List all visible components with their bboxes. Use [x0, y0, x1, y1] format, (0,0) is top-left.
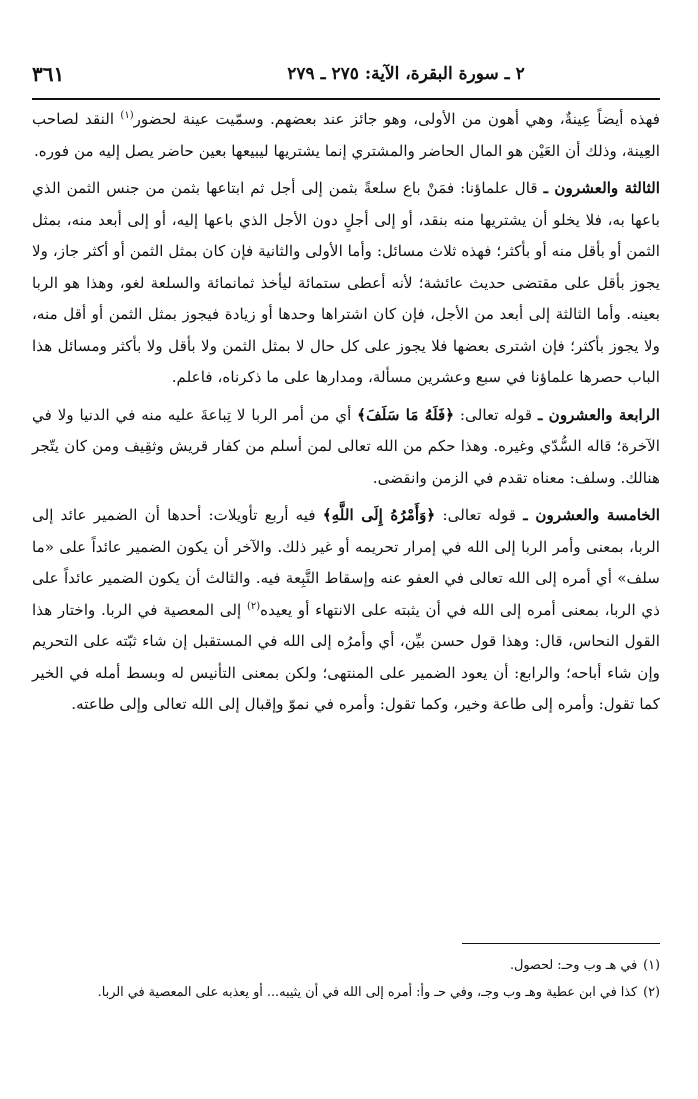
footnote-divider	[462, 943, 660, 944]
footnote-number: (٢)	[643, 985, 660, 1000]
paragraph-text: إلى المعصية في الربا. واختار هذا القول النحاس، قال: وهذا قول حسن بيِّن، أي وأمرُه إلى الله في المستقبل إن شاء ثبّته على التحريم وإن شاء أباحه؛ والرابع: أن يعود الضمير على المنتهى؛ ولكن بمعنى التأنيس له وبسط أمله في الخير كما تقول: وأمره إلى طاعة وخير، وكما تقول: وأمره في نموّ وإقبال إلى الله تعالى وإلى طاعته.	[32, 600, 660, 713]
main-text	[32, 104, 660, 727]
section-heading: الرابعة والعشرون ـ	[537, 405, 660, 424]
quran-verse: ﴿فَلَهُ مَا سَلَفَ﴾	[357, 405, 455, 424]
paragraph-3	[32, 400, 660, 495]
header-title: ٢ ـ سورة البقرة، الآية: ٢٧٥ ـ ٢٧٩	[287, 64, 525, 84]
footnotes	[32, 952, 660, 1006]
paragraph-1	[32, 104, 660, 167]
paragraph-2	[32, 173, 660, 394]
section-heading: الثالثة والعشرون ـ	[543, 179, 660, 197]
footnote-2	[32, 979, 660, 1006]
paragraph-text: قال علماؤنا: فمَنْ باع سلعةً بثمن إلى أجل ثم ابتاعها بثمن من جنس الثمن الذي باعها به، فلا يخلو أن يشتريها منه بنقد، أو إلى أجلٍ دون الأجل الذي باعها إليه، أو إلى أبعد منه، بمثل الثمن أو بأقل منه أو بأكثر؛ فهذه ثلاث مسائل: وأما الأولى والثانية فإن كان بمثل الثمن أو أكثر جاز، ولا يجوز بأقل على مقتضى حديث عائشة؛ لأنه أعطى ستمائة ليأخذ ثمانمائة والسلعة لغو، وهذا هو الربا بعينه. وأما الثالثة إلى أبعد من الأجل، فإن كان اشتراها وحدها أو زيادة فيجوز بمثل الثمن أو أقل منه، ولا يجوز بأكثر؛ فإن اشترى بعضها فلا يجوز على كل حال لا بمثل الثمن ولا بأقل ولا بأكثر ومسائل هذا الباب حصرها علماؤنا في سبع وعشرين مسألة، ومدارها على ما ذكرناه، فاعلم.	[32, 179, 660, 386]
footnote-text: في هـ وب وحـ: لحصول.	[509, 958, 638, 973]
footnote-1	[32, 952, 660, 979]
paragraph-text: فهذه أيضاً عِينةٌ، وهي أهون من الأولى، وهو جائز عند بعضهم. وسمّيت عينة لحضور	[133, 110, 661, 128]
quran-verse: ﴿وَأَمْرُهُ إِلَى اللَّهِ﴾	[322, 506, 436, 524]
paragraph-text: قوله تعالى:	[454, 405, 538, 424]
footnote-ref-1: (١)	[120, 109, 134, 121]
footnote-number: (١)	[643, 958, 660, 973]
paragraph-text: فيه أربع تأويلات: أحدها أن الضمير عائد إلى الربا، بمعنى وأمر الربا إلى الله في إمرار تحريمه أو غير ذلك. والآخر أن يكون الضمير عائداً على «ما سلف» أي أمره إلى الله تعالى في العفو عنه وإسقاط التَّبِعة فيه. والثالث أن يكون الضمير عائداً على ذي الربا، بمعنى أمره إلى الله في أن يثبته على الانتهاء أو يعيده	[32, 506, 660, 619]
paragraph-text: قوله تعالى:	[435, 506, 524, 524]
running-header	[32, 58, 660, 100]
paragraph-text: أي من أمر الربا لا تِباعةَ عليه منه في الدنيا ولا في الآخرة؛ قاله السُّدّي وغيره. وهذا حكم من الله تعالى لمن أسلم من كفار قريش وثقِيف ومن كان يتّجر هنالك. وسلف: معناه تقدم في الزمن وانقضى.	[32, 405, 660, 487]
page-number: ٣٦١	[32, 62, 65, 86]
section-heading: الخامسة والعشرون ـ	[523, 506, 660, 524]
paragraph-text: النقد لصاحب العِينة، وذلك أن العَيْن هو المال الحاضر والمشتري إنما يشتريها ليبيعها بعين حاضر يصل إليه من فوره.	[32, 110, 660, 160]
footnote-text: كذا في ابن عطية وهـ وب وجـ، وفي حـ وأ: أمره إلى الله في أن يثيبه... أو يعذبه على المعصية في الربا.	[97, 985, 638, 1000]
footnote-ref-2: (٢)	[246, 600, 261, 612]
paragraph-4	[32, 500, 660, 721]
